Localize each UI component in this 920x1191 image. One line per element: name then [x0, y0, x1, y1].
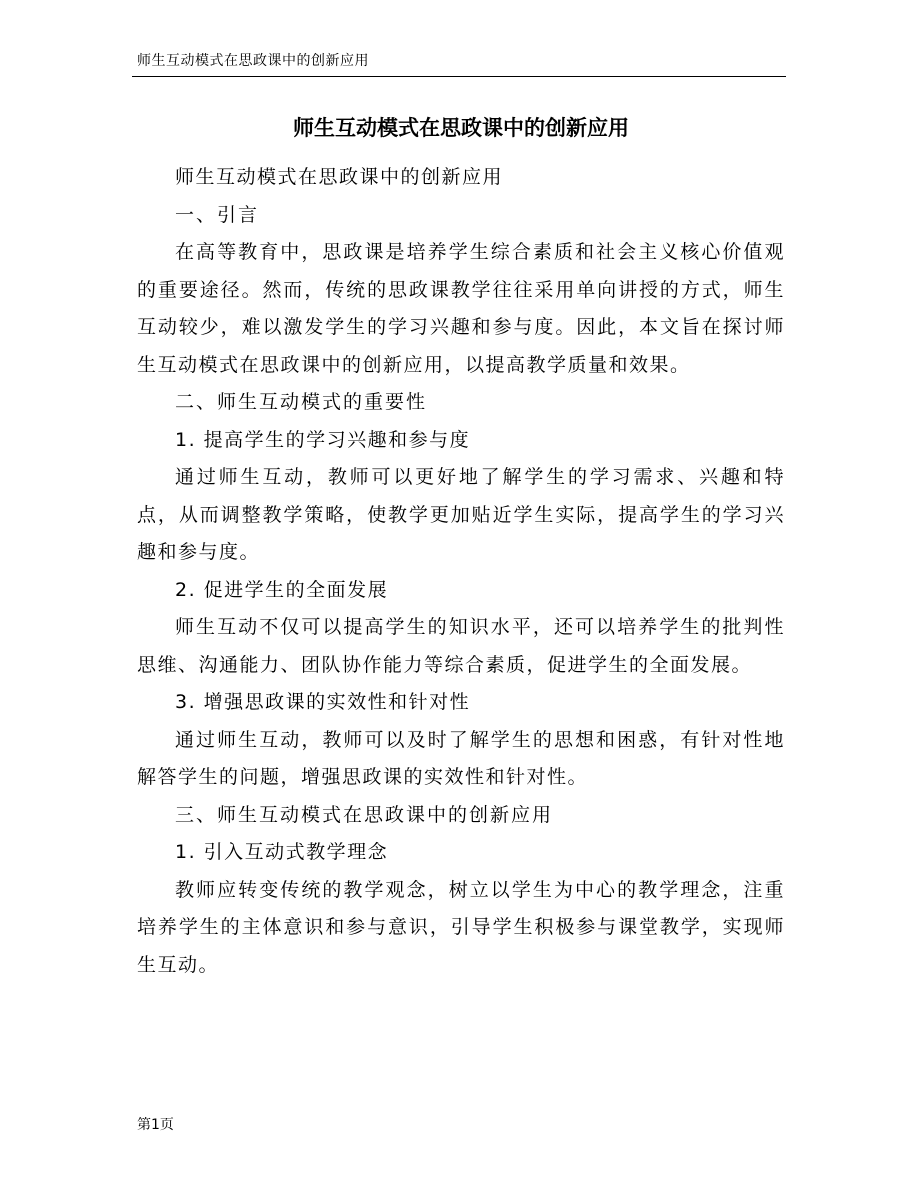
subheading: 1. 提高学生的学习兴趣和参与度 — [175, 428, 471, 451]
body-paragraph: 教师应转变传统的教学观念，树立以学生为中心的教学理念，注重培养学生的主体意识和参与意识，引导学生积极参与课堂教学，实现师生互动。 — [137, 878, 785, 976]
body-paragraph: 师生互动不仅可以提高学生的知识水平，还可以培养学生的批判性思维、沟通能力、团队协作能力等综合素质，促进学生的全面发展。 — [137, 616, 785, 676]
document-title: 师生互动模式在思政课中的创新应用 — [293, 116, 629, 140]
subheading: 3. 增强思政课的实效性和针对性 — [175, 691, 471, 713]
subheading: 2. 促进学生的全面发展 — [175, 578, 389, 601]
body-paragraph: 通过师生互动，教师可以更好地了解学生的学习需求、兴趣和特点，从而调整教学策略，使教学更加贴近学生实际，提高学生的学习兴趣和参与度。 — [137, 466, 785, 563]
body-paragraph: 在高等教育中，思政课是培养学生综合素质和社会主义核心价值观的重要途径。然而，传统的思政课教学往往采用单向讲授的方式，师生互动较少，难以激发学生的学习兴趣和参与度。因此，本文旨在探讨师生互动模式在思政课中的创新应用，以提高教学质量和效果。 — [137, 241, 785, 376]
document-body — [137, 159, 785, 984]
subheading: 1. 引入互动式教学理念 — [175, 841, 389, 863]
header-divider — [132, 76, 786, 77]
subtitle-paragraph: 师生互动模式在思政课中的创新应用 — [175, 166, 504, 188]
section-heading-applications: 三、师生互动模式在思政课中的创新应用 — [175, 803, 554, 826]
body-paragraph: 通过师生互动，教师可以及时了解学生的思想和困惑，有针对性地解答学生的问题，增强思政课的实效性和针对性。 — [137, 728, 785, 788]
page-number: 第1页 — [137, 1117, 174, 1133]
section-heading-importance: 二、师生互动模式的重要性 — [175, 391, 428, 413]
running-header: 师生互动模式在思政课中的创新应用 — [137, 53, 369, 69]
section-heading-introduction: 一、引言 — [175, 203, 260, 226]
